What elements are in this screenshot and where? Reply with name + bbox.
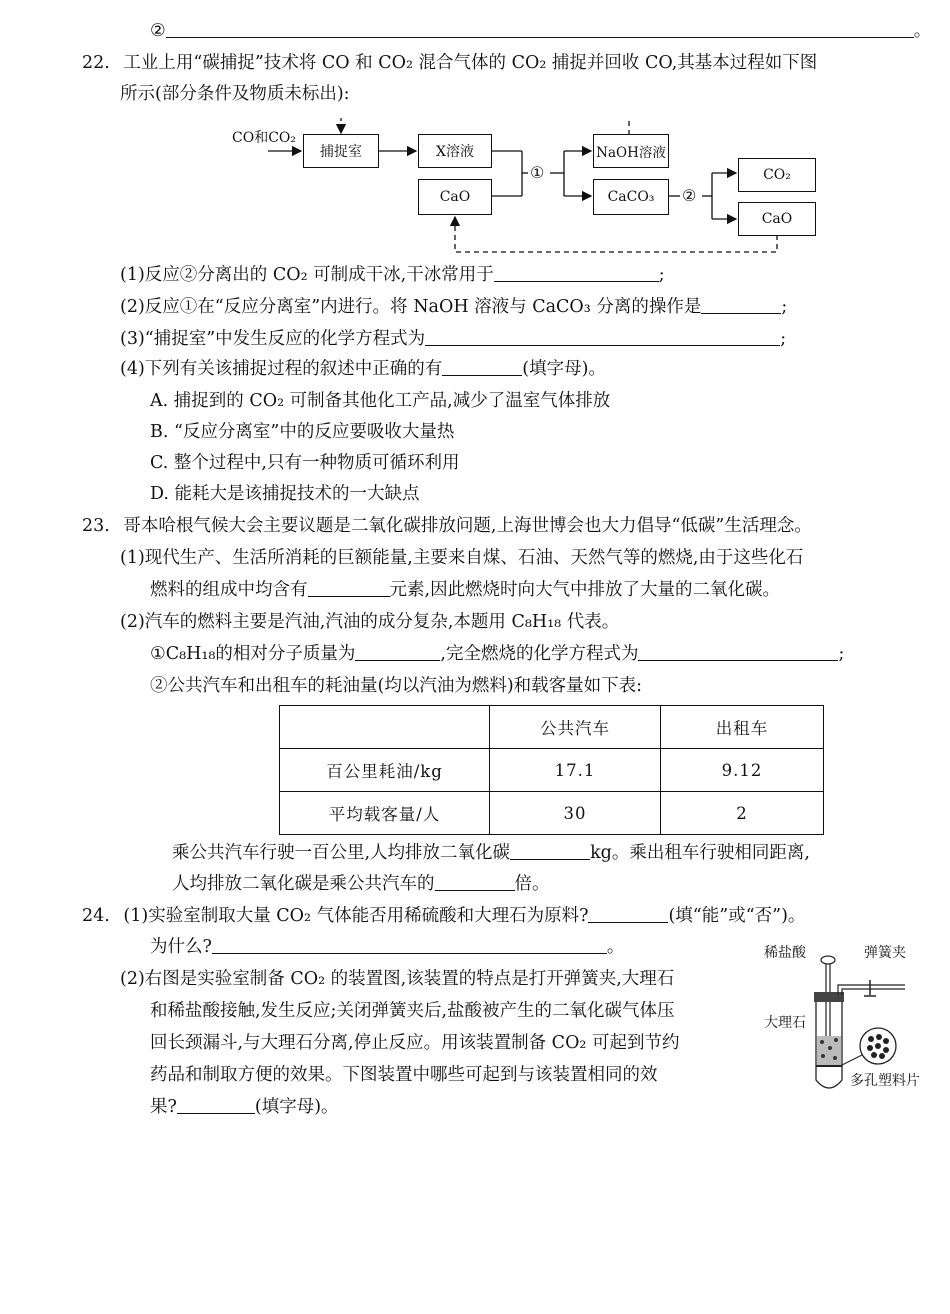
carbon-capture-flow-diagram [228,118,828,264]
cao-left-box: CaO [418,179,492,215]
option-a: A. 捕捉到的 CO₂ 可制备其他化工产品,减少了温室气体排放 [150,391,611,411]
q24-part2-line4: 药品和制取方便的效果。下图装置中哪些可起到与该装置相同的效 [150,1065,658,1085]
option-b: B. “反应分离室”中的反应要吸收大量热 [150,422,455,442]
q23-part1-line1: (1)现代生产、生活所消耗的巨额能量,主要来自煤、石油、天然气等的燃烧,由于这些化石 [120,548,804,568]
answer-blank[interactable] [442,358,522,376]
fuel-consumption-table [279,705,824,835]
q22-stem-line2: 所示(部分条件及物质未标出): [120,84,350,104]
answer-blank[interactable] [638,643,838,661]
question-number: 23. [82,516,110,536]
answer-blank[interactable] [425,328,780,346]
q24-part2-line2: 和稀盐酸接触,发生反应;关闭弹簧夹后,盐酸被产生的二氧化碳气体压 [150,1001,675,1021]
option-c: C. 整个过程中,只有一种物质可循环利用 [150,453,460,473]
answer-blank[interactable] [177,1096,255,1114]
q22-part3: (3)“捕捉室”中发生反应的化学方程式为 ; [120,329,787,349]
table-row [280,749,824,792]
answer-blank[interactable] [510,842,590,860]
table-cell: 9.12 [661,749,824,792]
cao-right-box: CaO [738,202,816,236]
answer-blank[interactable] [435,873,515,891]
q22-part4: (4)下列有关该捕捉过程的叙述中正确的有 (填字母)。 [120,359,606,379]
q23-part2: (2)汽车的燃料主要是汽油,汽油的成分复杂,本题用 C₈H₁₈ 代表。 [120,612,620,632]
q22-part2: (2)反应①在“反应分离室”内进行。将 NaOH 溶液与 CaCO₃ 分离的操作是 ; [120,297,788,317]
q22-part1: (1)反应②分离出的 CO₂ 可制成干冰,干冰常用于 ; [120,265,665,285]
question-number: 24. [82,906,110,926]
answer-blank[interactable] [308,579,390,597]
x-solution-box: X溶液 [418,134,492,168]
naoh-solution-box: NaOH溶液 [593,134,669,168]
option-d: D. 能耗大是该捕捉技术的一大缺点 [150,484,420,504]
step-1-label: ① [530,163,545,182]
question-number: 22. [82,53,110,73]
table-cell: 平均载客量/人 [280,792,490,835]
table-header-cell: 出租车 [661,706,824,749]
capture-chamber-box: 捕捉室 [303,134,379,168]
q23-part2-1: ①C₈H₁₈的相对分子质量为 ,完全燃烧的化学方程式为 ; [150,644,845,664]
table-cell: 17.1 [490,749,661,792]
co2-apparatus-figure [760,940,930,1095]
answer-line-2: ② 。 [150,21,932,41]
input-gas-label: CO和CO₂ [232,130,296,146]
q24-part2-line5: 果? (填字母)。 [150,1097,339,1117]
answer-blank[interactable] [355,643,440,661]
q24-part2-line1: (2)右图是实验室制备 CO₂ 的装置图,该装置的特点是打开弹簧夹,大理石 [120,969,675,989]
step-2-label: ② [682,186,697,205]
table-cell: 30 [490,792,661,835]
q23-after-line1: 乘公共汽车行驶一百公里,人均排放二氧化碳 kg。乘出租车行驶相同距离, [172,843,810,863]
answer-blank[interactable] [588,905,668,923]
table-cell: 百公里耗油/kg [280,749,490,792]
q24-part1: 24. (1)实验室制取大量 CO₂ 气体能否用稀硫酸和大理石为原料? (填“能”或“否”)。 [82,906,806,926]
answer-blank[interactable] [494,264,659,282]
table-header-cell: 公共汽车 [490,706,661,749]
table-cell: 2 [661,792,824,835]
table-header-row [280,706,824,749]
table-header-cell [280,706,490,749]
co2-product-box: CO₂ [738,158,816,192]
caco3-box: CaCO₃ [593,179,669,215]
porous-plate-label: 多孔塑料片 [850,1073,920,1089]
q24-why: 为什么? 。 [150,937,625,957]
item-marker: ② [150,21,166,41]
marble-label: 大理石 [764,1015,806,1031]
q23-part1-line2: 燃料的组成中均含有 元素,因此燃烧时向大气中排放了大量的二氧化碳。 [150,580,781,600]
q22-stem-line1: 22. 工业上用“碳捕捉”技术将 CO 和 CO₂ 混合气体的 CO₂ 捕捉并回收 CO,其基本过程如下图 [82,53,818,73]
spring-clamp-label: 弹簧夹 [864,945,906,961]
q23-part2-2: ②公共汽车和出租车的耗油量(均以汽油为燃料)和载客量如下表: [150,676,643,696]
q23-stem: 23. 哥本哈根气候大会主要议题是二氧化碳排放问题,上海世博会也大力倡导“低碳”生活理念。 [82,516,812,536]
dilute-hcl-label: 稀盐酸 [764,945,806,961]
answer-blank[interactable] [701,296,781,314]
answer-blank[interactable] [212,936,607,954]
table-row [280,792,824,835]
q23-after-line2: 人均排放二氧化碳是乘公共汽车的 倍。 [172,874,550,894]
q24-part2-line3: 回长颈漏斗,与大理石分离,停止反应。用该装置制备 CO₂ 可起到节约 [150,1033,680,1053]
answer-blank[interactable] [166,20,914,38]
